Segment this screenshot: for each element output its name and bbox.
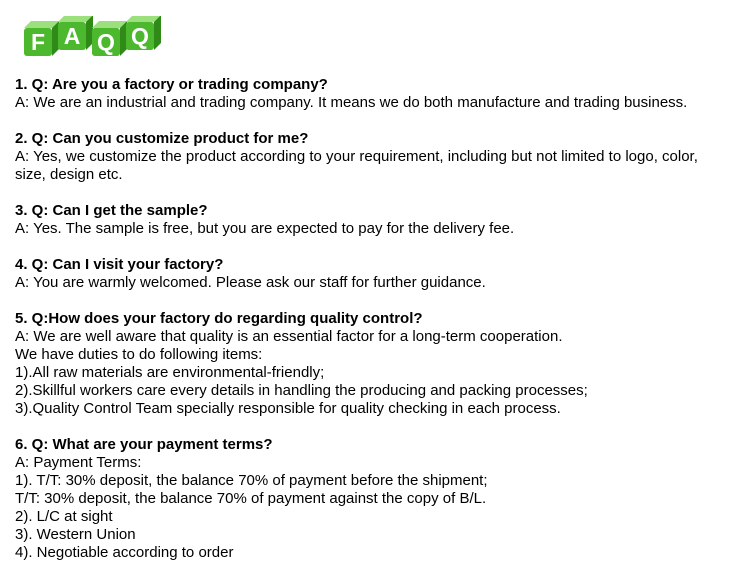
- logo-letter: Q: [97, 29, 115, 55]
- logo-letter: A: [63, 23, 81, 49]
- faq-question: 1. Q: Are you a factory or trading company?: [15, 76, 328, 93]
- faq-item-6: [15, 436, 727, 562]
- faq-answer-line: We have duties to do following items:: [15, 346, 263, 363]
- faq-answer-line: A: Payment Terms:: [15, 454, 142, 471]
- faq-question: 3. Q: Can I get the sample?: [15, 202, 208, 219]
- logo-letter: F: [30, 29, 46, 55]
- faq-answer: A: Yes, we customize the product according to your requirement, including but not limited to logo, color, size, design etc.: [15, 148, 698, 183]
- faq-answer-line: 4). Negotiable according to order: [15, 544, 234, 561]
- faq-item-1: [15, 76, 727, 112]
- faq-answer-line: 2).Skillful workers care every details in handling the producing and packing processes;: [15, 382, 588, 399]
- faq-answer-line: 2). L/C at sight: [15, 508, 113, 525]
- faq-answer-line: 3).Quality Control Team specially responsible for quality checking in each process.: [15, 400, 561, 417]
- faq-list: [15, 76, 727, 580]
- faq-item-5: [15, 310, 727, 418]
- faq-answer-line: 1).All raw materials are environmental-friendly;: [15, 364, 325, 381]
- faq-item-4: [15, 256, 727, 292]
- faq-item-3: [15, 202, 727, 238]
- faq-answer: A: You are warmly welcomed. Please ask our staff for further guidance.: [15, 274, 486, 291]
- faq-answer: A: We are an industrial and trading company. It means we do both manufacture and trading business.: [15, 94, 688, 111]
- faq-answer-line: 3). Western Union: [15, 526, 136, 543]
- faq-item-2: [15, 130, 727, 184]
- logo-cube: [92, 21, 127, 56]
- logo-cube: [126, 16, 161, 50]
- faq-answer-line: T/T: 30% deposit, the balance 70% of payment against the copy of B/L.: [15, 490, 487, 507]
- faq-answer: A: Yes. The sample is free, but you are expected to pay for the delivery fee.: [15, 220, 515, 237]
- faq-question: 2. Q: Can you customize product for me?: [15, 130, 309, 147]
- faq-logo: [22, 16, 168, 66]
- faq-answer-line: 1). T/T: 30% deposit, the balance 70% of payment before the shipment;: [15, 472, 488, 489]
- faq-answer-line: A: We are well aware that quality is an essential factor for a long-term cooperation.: [15, 328, 563, 345]
- faq-question: 4. Q: Can I visit your factory?: [15, 256, 224, 273]
- logo-cube: [24, 21, 59, 56]
- logo-cube: [58, 16, 93, 50]
- logo-letter: Q: [131, 23, 149, 49]
- faq-question: 6. Q: What are your payment terms?: [15, 436, 273, 453]
- faq-question: 5. Q:How does your factory do regarding quality control?: [15, 310, 423, 327]
